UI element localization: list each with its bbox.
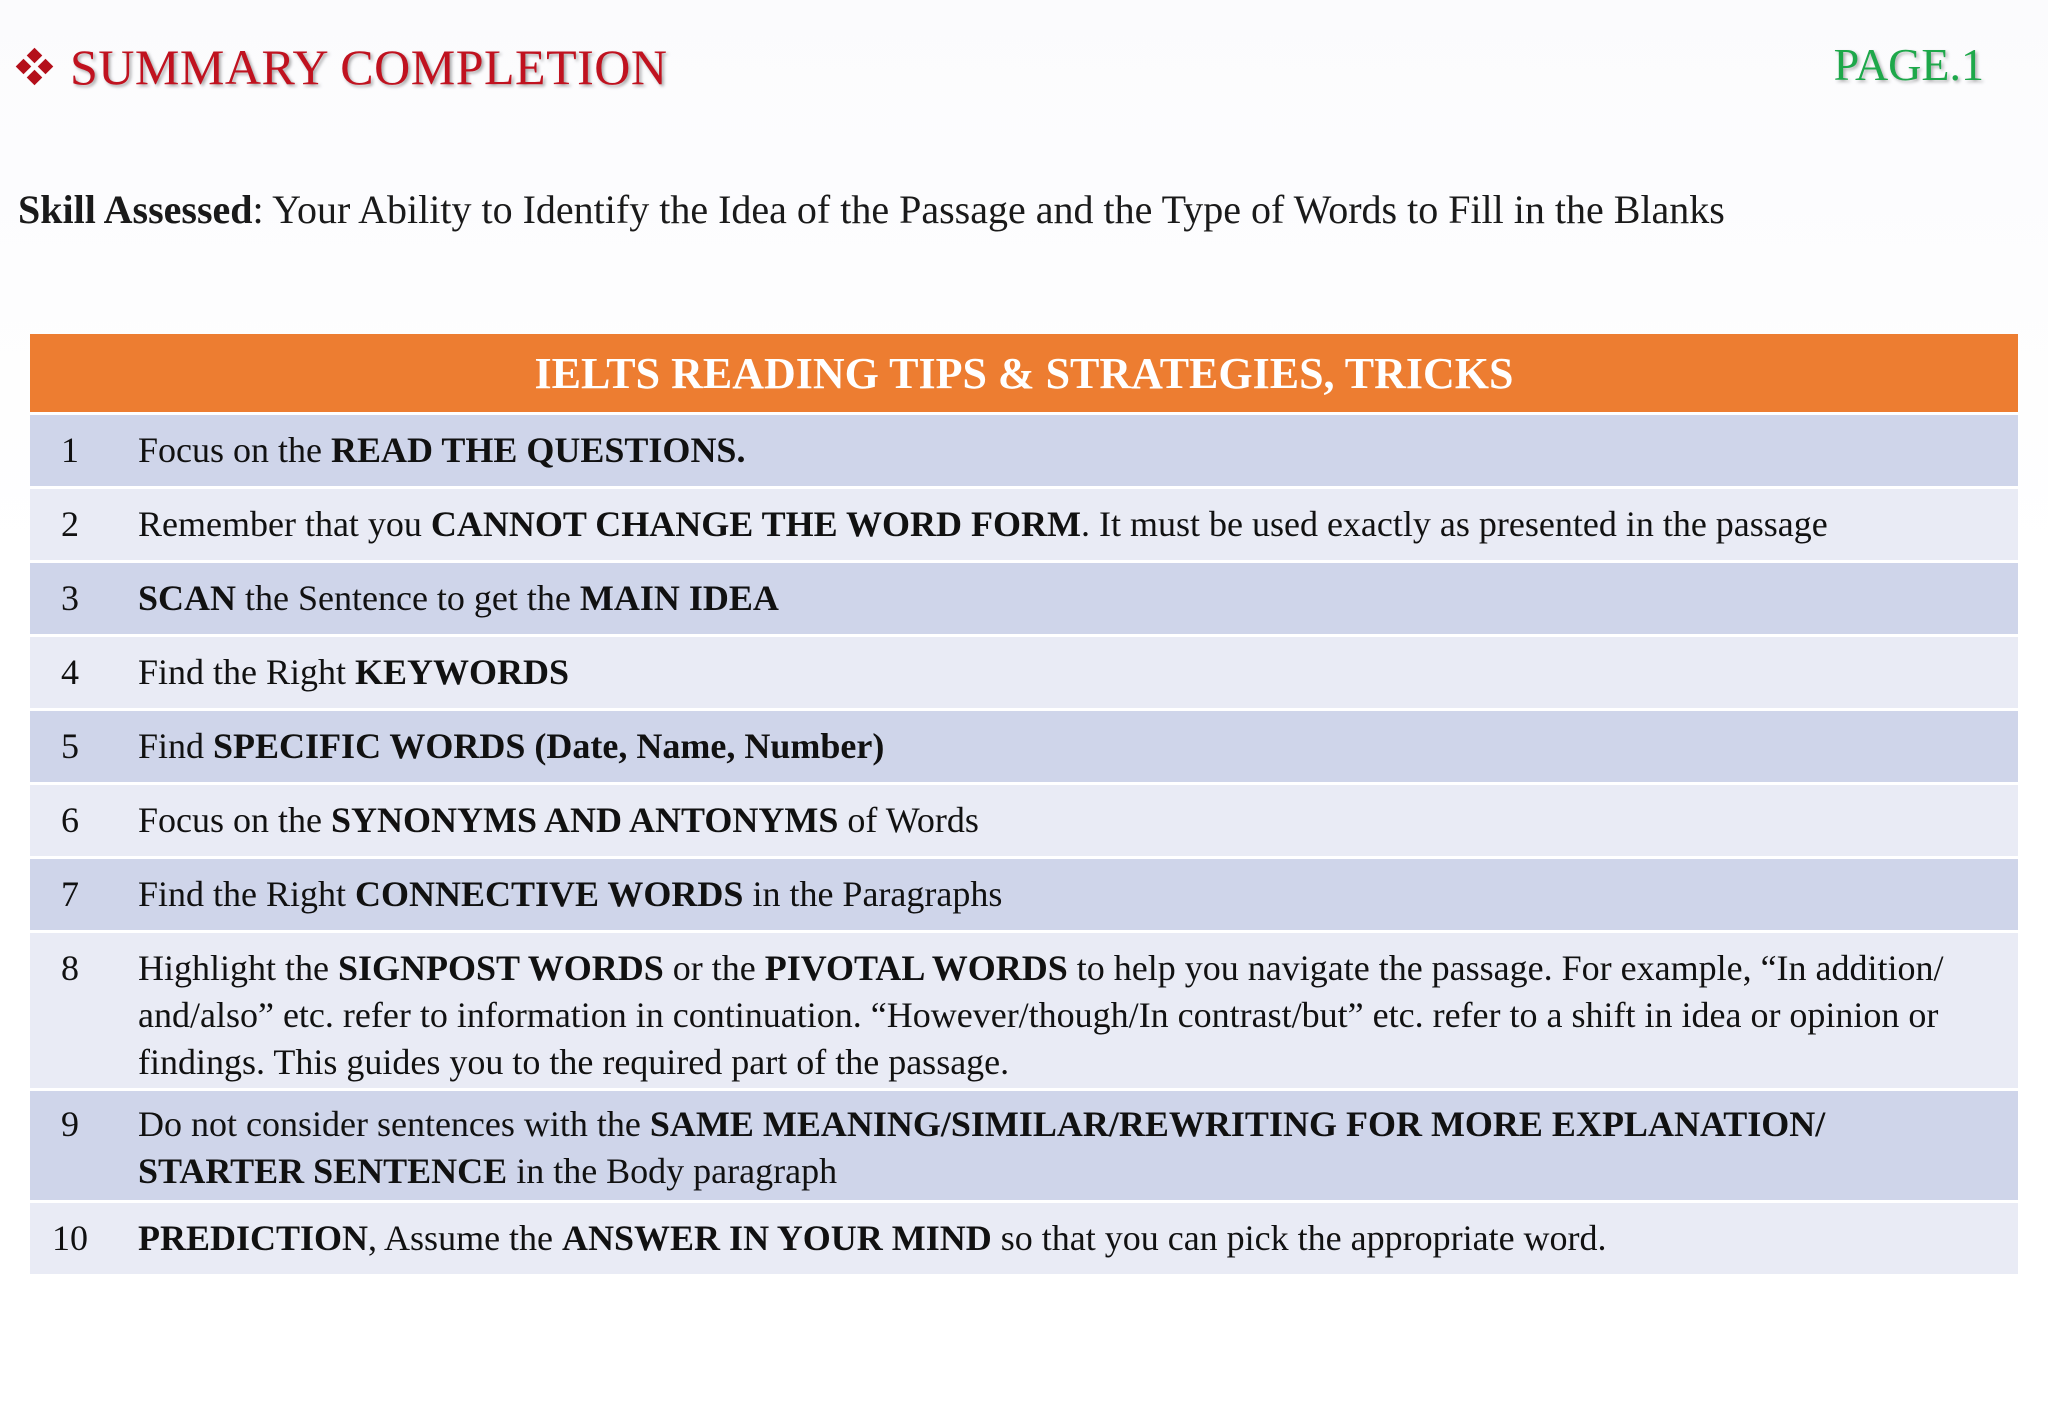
row-text-bold: READ THE QUESTIONS. (331, 430, 746, 470)
header (18, 38, 668, 96)
row-text-segment: the Sentence to get the (236, 578, 580, 618)
table-row (30, 415, 2018, 489)
row-text-segment: or the (663, 948, 765, 988)
row-text-bold: SPECIFIC WORDS (Date, Name, Number) (213, 726, 885, 766)
row-number: 8 (61, 948, 79, 988)
row-text-segment: to help you navigate the passage. For example, “In addition/ and/also” etc. refer to information in continuation. “However/though/In contrast/but” etc. refer to a shift in idea or opinion or findings. This guides you to the required part of the passage. (138, 948, 1944, 1082)
row-text-bold: SYNONYMS AND ANTONYMS (331, 800, 839, 840)
table-row (30, 1203, 2018, 1277)
row-text-segment: Remember that you (138, 504, 431, 544)
row-text-segment: Find the Right (138, 652, 356, 692)
tips-table-header: IELTS READING TIPS & STRATEGIES, TRICKS (30, 334, 2018, 415)
row-number: 5 (61, 726, 79, 766)
table-row (30, 489, 2018, 563)
row-text (138, 797, 2018, 844)
row-text-segment: Highlight the (138, 948, 338, 988)
row-text-bold: PREDICTION (138, 1218, 369, 1258)
row-text (138, 575, 2018, 622)
row-text-segment: . It must be used exactly as presented in the passage (1080, 504, 1828, 544)
page-title: SUMMARY COMPLETION (70, 39, 668, 95)
row-text (138, 945, 2018, 1086)
table-row (30, 563, 2018, 637)
row-text-segment: so that you can pick the appropriate word. (991, 1218, 1607, 1258)
row-text (138, 1101, 2018, 1195)
row-text-bold: SIGNPOST WORDS (338, 948, 664, 988)
skill-assessed (18, 186, 1725, 233)
row-text (138, 871, 2018, 918)
table-row (30, 859, 2018, 933)
row-number: 1 (61, 430, 79, 470)
table-row (30, 933, 2018, 1091)
row-number: 3 (61, 578, 79, 618)
row-text-bold: SAME MEANING/SIMILAR/REWRITING FOR MORE EXPLANATION/ STARTER SENTENCE (138, 1104, 1826, 1191)
row-text-segment: Focus on the (138, 800, 331, 840)
row-text-bold: MAIN IDEA (579, 578, 779, 618)
table-row (30, 785, 2018, 859)
row-number: 4 (61, 652, 79, 692)
row-number: 2 (61, 504, 79, 544)
row-text-bold: KEYWORDS (355, 652, 570, 692)
row-text-segment: Focus on the (138, 430, 331, 470)
page-number: PAGE.1 (1833, 39, 1984, 90)
table-row (30, 637, 2018, 711)
table-row (30, 1091, 2018, 1203)
table-row (30, 711, 2018, 785)
row-number: 7 (61, 874, 79, 914)
row-text-bold: ANSWER IN YOUR MIND (562, 1218, 992, 1258)
row-text-segment: of Words (838, 800, 979, 840)
row-text-bold: SCAN (138, 578, 237, 618)
skill-label: Skill Assessed (18, 187, 253, 232)
row-text-segment: in the Body paragraph (507, 1151, 838, 1191)
diamond-bullet-icon (18, 50, 52, 84)
row-text (138, 427, 2018, 474)
skill-text: : Your Ability to Identify the Idea of the Passage and the Type of Words to Fill in the Blanks (252, 187, 1725, 232)
row-text (138, 649, 2018, 696)
row-text (138, 501, 2018, 548)
row-text-segment: Find (138, 726, 214, 766)
row-text (138, 723, 2018, 770)
row-text (138, 1215, 2018, 1262)
row-text-segment: , Assume the (368, 1218, 563, 1258)
row-text-bold: CONNECTIVE WORDS (355, 874, 744, 914)
row-number: 9 (61, 1104, 79, 1144)
row-number: 6 (61, 800, 79, 840)
row-text-segment: in the Paragraphs (743, 874, 1003, 914)
row-text-bold: CANNOT CHANGE THE WORD FORM (430, 504, 1081, 544)
row-number: 10 (52, 1218, 88, 1258)
row-text-segment: Find the Right (138, 874, 356, 914)
row-text-segment: Do not consider sentences with the (138, 1104, 650, 1144)
tips-table (30, 334, 2018, 1277)
row-text-bold: PIVOTAL WORDS (764, 948, 1068, 988)
